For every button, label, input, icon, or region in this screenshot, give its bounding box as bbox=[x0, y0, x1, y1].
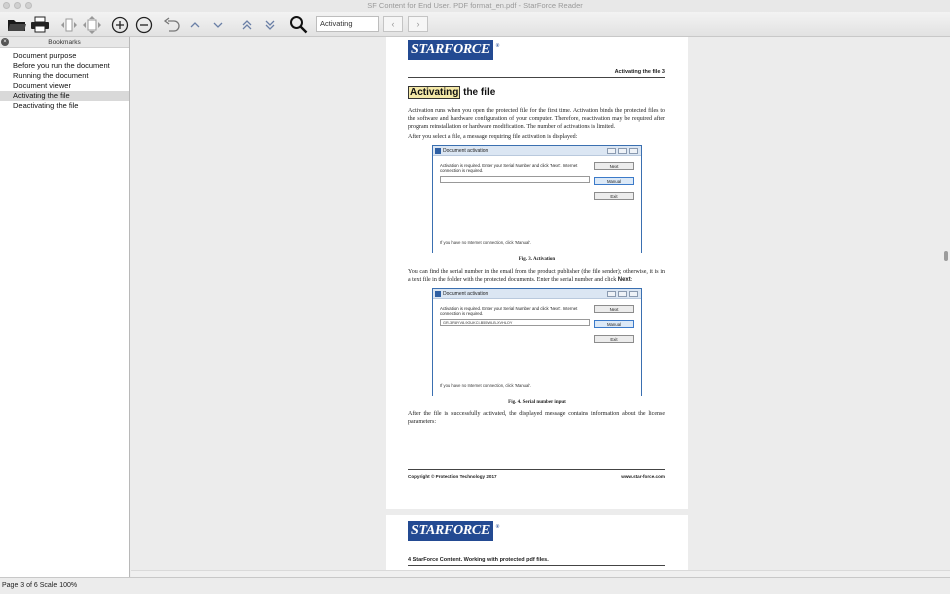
minimize-icon bbox=[607, 291, 616, 297]
paragraph: Activation runs when you open the protected file for the first time. Activation binds the protected files to the software and hardware configuration of your computer. Therefore, reactivation may be required after program reinstallation or hardware modification. The number of activations is limited. bbox=[408, 108, 665, 130]
dialog-manual-button: Manual bbox=[594, 320, 634, 328]
find-previous-button[interactable] bbox=[383, 16, 403, 32]
activation-dialog-figure bbox=[432, 145, 642, 253]
double-chevron-down-icon bbox=[264, 19, 276, 31]
dialog-footer: If you have no Internet connection, click 'Manual'. bbox=[440, 383, 532, 388]
title-bar bbox=[0, 0, 950, 12]
chevron-right-icon: › bbox=[416, 19, 420, 29]
zoom-out-icon bbox=[135, 16, 153, 34]
bookmark-item[interactable]: Document purpose bbox=[13, 51, 77, 60]
chevron-up-icon bbox=[189, 20, 201, 30]
search-highlight: Activating bbox=[410, 87, 459, 98]
fit-page-button[interactable] bbox=[81, 14, 103, 35]
maximize-icon bbox=[618, 291, 627, 297]
minimize-icon bbox=[607, 148, 616, 154]
minimize-window-button[interactable] bbox=[14, 2, 21, 9]
running-head: 4 StarForce Content. Working with protected pdf files. bbox=[408, 557, 549, 563]
serial-input-dialog-figure bbox=[432, 288, 642, 396]
first-page-button[interactable] bbox=[236, 14, 258, 35]
bookmark-item[interactable]: Document viewer bbox=[13, 81, 71, 90]
search-input[interactable]: Activating bbox=[316, 16, 379, 32]
fit-page-icon bbox=[83, 16, 101, 34]
horizontal-scrollbar[interactable] bbox=[131, 570, 950, 577]
window-title: SF Content for End User. PDF format_en.pdf - StarForce Reader bbox=[367, 1, 583, 10]
pdf-page-3 bbox=[386, 37, 688, 509]
dialog-exit-button: Exit bbox=[594, 335, 634, 343]
section-title: Activating the file bbox=[410, 87, 496, 98]
toolbar bbox=[0, 12, 950, 37]
close-window-button[interactable] bbox=[3, 2, 10, 9]
zoom-out-button[interactable] bbox=[133, 14, 155, 35]
previous-page-button[interactable] bbox=[184, 14, 206, 35]
paragraph: After the file is successfully activated, the displayed message contains information about the license parameters: bbox=[408, 411, 665, 425]
header-rule bbox=[408, 77, 665, 78]
dialog-title: Document activation bbox=[443, 148, 489, 154]
scrollbar-thumb[interactable] bbox=[944, 251, 948, 261]
pdf-page-4 bbox=[386, 515, 688, 570]
vertical-scrollbar[interactable] bbox=[942, 37, 950, 570]
double-chevron-up-icon bbox=[241, 19, 253, 31]
bookmarks-title: Bookmarks bbox=[48, 39, 81, 46]
bookmarks-panel bbox=[0, 37, 130, 577]
app-icon bbox=[435, 148, 441, 154]
dialog-footer: If you have no Internet connection, click 'Manual'. bbox=[440, 240, 532, 245]
zoom-window-button[interactable] bbox=[25, 2, 32, 9]
back-button[interactable] bbox=[161, 14, 183, 35]
dialog-message: Activation is required. Enter your Serial Number and click 'Next'. Internet connection is required. bbox=[440, 163, 578, 173]
paragraph: After you select a file, a message requiring file activation is displayed: bbox=[408, 134, 578, 140]
fit-width-icon bbox=[60, 17, 78, 33]
dialog-manual-button: Manual bbox=[594, 177, 634, 185]
dialog-next-button: Next bbox=[594, 162, 634, 170]
dialog-exit-button: Exit bbox=[594, 192, 634, 200]
footer-rule bbox=[408, 469, 665, 470]
copyright-footer: Copyright © Protection Technology 2017 bbox=[408, 474, 497, 479]
bookmark-item[interactable]: Running the document bbox=[13, 71, 89, 80]
dialog-message: Activation is required. Enter your Serial Number and click 'Next'. Internet connection is required. bbox=[440, 306, 578, 316]
page-scale-status: Page 3 of 6 Scale 100% bbox=[2, 582, 78, 589]
document-viewport[interactable] bbox=[131, 37, 942, 570]
fit-width-button[interactable] bbox=[58, 14, 80, 35]
folder-icon bbox=[7, 17, 27, 33]
open-file-button[interactable] bbox=[6, 14, 28, 35]
dialog-next-button: Next bbox=[594, 305, 634, 313]
app-icon bbox=[435, 291, 441, 297]
serial-number-field: GR-3R8YV8-9GUKCI-B55WLB-XVHLOY bbox=[440, 319, 590, 326]
zoom-in-icon bbox=[111, 16, 129, 34]
chevron-down-icon bbox=[212, 20, 224, 30]
close-icon bbox=[629, 291, 638, 297]
chevron-left-icon: ‹ bbox=[391, 19, 395, 29]
search-button[interactable] bbox=[287, 14, 309, 35]
figure-caption: Fig. 3. Activation bbox=[518, 257, 556, 262]
bookmark-item[interactable]: Deactivating the file bbox=[13, 101, 79, 110]
next-page-button[interactable] bbox=[207, 14, 229, 35]
undo-arrow-icon bbox=[163, 17, 181, 33]
website-footer: www.star-force.com bbox=[621, 474, 665, 479]
search-icon bbox=[289, 15, 308, 34]
close-icon[interactable]: × bbox=[1, 38, 9, 46]
printer-icon bbox=[30, 16, 50, 33]
last-page-button[interactable] bbox=[259, 14, 281, 35]
bookmark-item[interactable]: Before you run the document bbox=[13, 61, 110, 70]
bookmark-item-selected[interactable]: Activating the file bbox=[0, 91, 129, 101]
starforce-logo: STARFORCE ® bbox=[408, 521, 493, 541]
status-bar bbox=[0, 577, 950, 594]
dialog-title: Document activation bbox=[443, 291, 489, 297]
bookmarks-list bbox=[0, 51, 129, 111]
bookmarks-header bbox=[0, 37, 129, 48]
starforce-logo: STARFORCE ® bbox=[408, 40, 493, 60]
zoom-in-button[interactable] bbox=[109, 14, 131, 35]
maximize-icon bbox=[618, 148, 627, 154]
print-button[interactable] bbox=[29, 14, 51, 35]
close-icon bbox=[629, 148, 638, 154]
serial-number-field bbox=[440, 176, 590, 183]
figure-caption: Fig. 4. Serial number input bbox=[508, 400, 566, 405]
header-rule bbox=[408, 565, 665, 566]
find-next-button[interactable] bbox=[408, 16, 428, 32]
window-controls bbox=[3, 2, 32, 9]
paragraph: You can find the serial number in the email from the product publisher (the file sender); otherwise, it is in a text file in the folder with the protected documents. Enter the serial number and click Next: bbox=[408, 269, 665, 283]
running-head: Activating the file 3 bbox=[614, 69, 665, 75]
